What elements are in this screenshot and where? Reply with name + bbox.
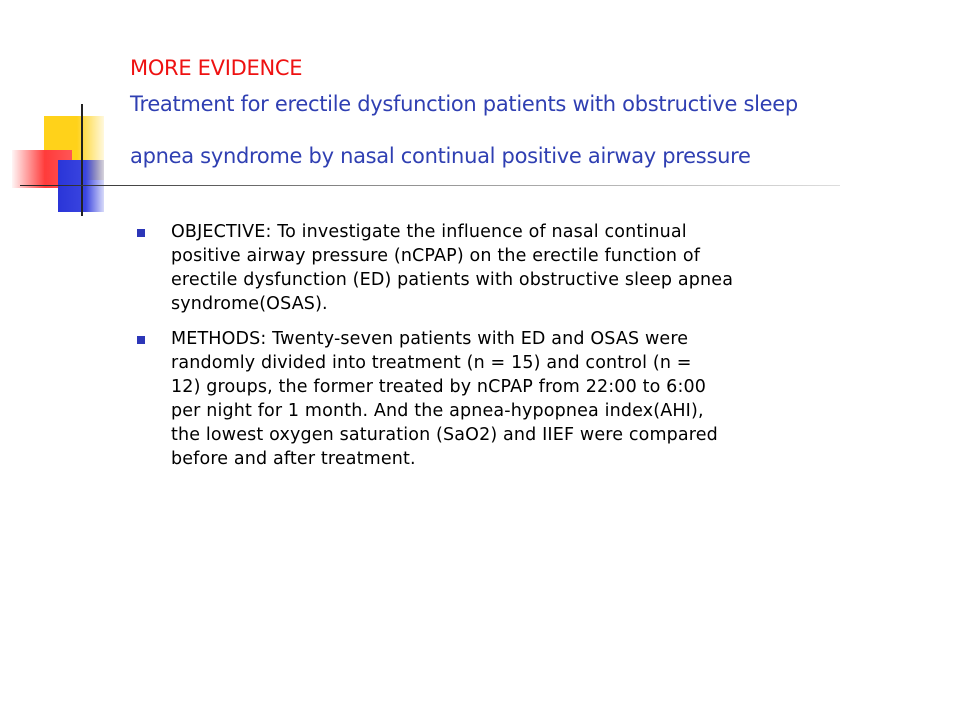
bullet-methods <box>130 327 930 471</box>
decorative-vertical-line <box>81 104 83 216</box>
slide-title <box>130 50 930 174</box>
bullet-text-line: syndrome(OSAS). <box>171 294 328 314</box>
bullet-text-line: positive airway pressure (nCPAP) on the erectile function of <box>171 246 701 266</box>
bullet-square-icon <box>137 336 145 344</box>
bullet-objective <box>130 220 930 316</box>
bullet-text-line: per night for 1 month. And the apnea-hypopnea index(AHI), <box>171 401 704 421</box>
bullet-list <box>130 220 930 482</box>
bullet-text-line: before and after treatment. <box>171 449 416 469</box>
bullet-text-line: OBJECTIVE: To investigate the influence of nasal continual <box>171 222 687 242</box>
bullet-text-line: erectile dysfunction (ED) patients with obstructive sleep apnea <box>171 270 734 290</box>
title-line-2: apnea syndrome by nasal continual positive airway pressure <box>130 144 751 168</box>
title-line-1: Treatment for erectile dysfunction patients with obstructive sleep <box>130 92 798 116</box>
bullet-text-line: METHODS: Twenty-seven patients with ED and OSAS were <box>171 329 689 349</box>
bullet-text-line: randomly divided into treatment (n = 15) and control (n = <box>171 353 692 373</box>
bullet-square-icon <box>137 229 145 237</box>
title-label: MORE EVIDENCE <box>130 56 303 80</box>
title-underline <box>20 185 840 186</box>
bullet-text-line: the lowest oxygen saturation (SaO2) and IIEF were compared <box>171 425 718 445</box>
bullet-text-line: 12) groups, the former treated by nCPAP from 22:00 to 6:00 <box>171 377 707 397</box>
